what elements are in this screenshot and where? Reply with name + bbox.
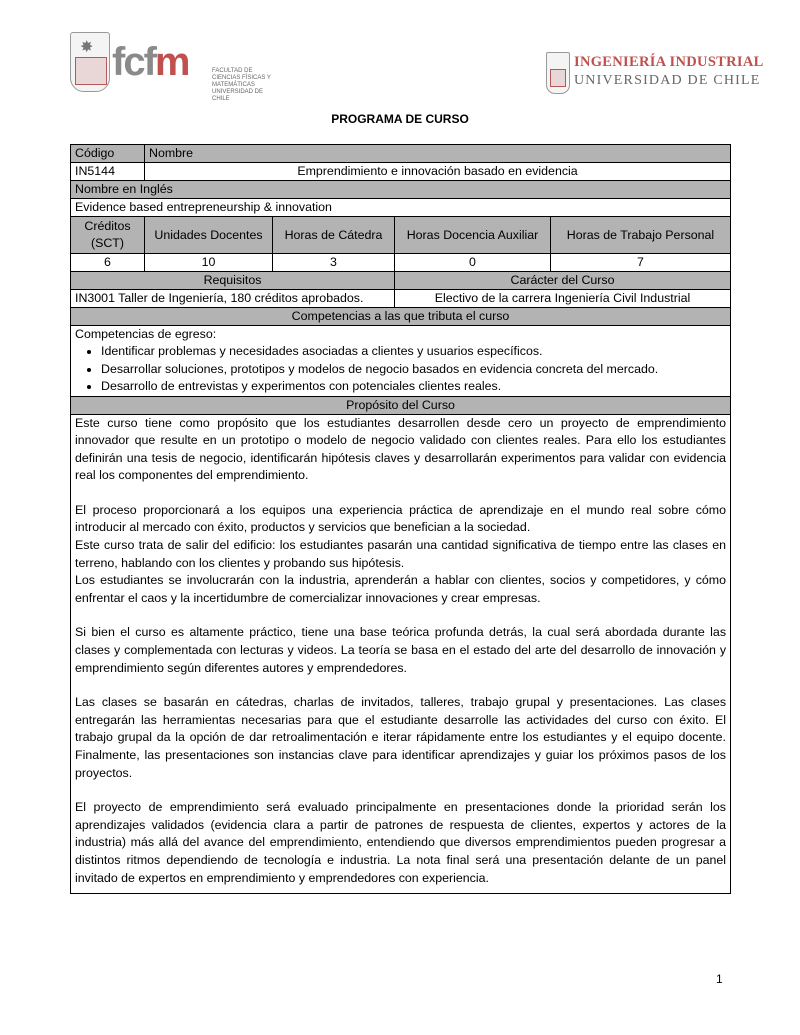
requisitos-value: IN3001 Taller de Ingeniería, 180 créditos aprobados. — [71, 290, 395, 308]
proposito-content — [71, 414, 731, 894]
fcfm-logo — [70, 32, 271, 102]
table-row — [71, 396, 731, 414]
ii-logo-title: INGENIERÍA INDUSTRIAL — [574, 54, 764, 70]
table-row — [71, 414, 731, 894]
paragraph: Las clases se basarán en cátedras, charlas de invitados, talleres, trabajo grupal y presentaciones. Las clases entregarán las herramientas necesarias para que el estudiante desarrolle las actividades del curso con éxito. El trabajo grupal da la opción de dar retroalimentación e iterar rápidamente entre los estudiantes y el equipo docente. Finalmente, las presentaciones son instancias clave para identificar aprendizajes y guiar los próximos pasos de los proyectos. — [75, 695, 727, 780]
ii-logo-subtitle: UNIVERSIDAD DE CHILE — [574, 73, 761, 88]
table-row — [71, 326, 731, 397]
hours-header: Créditos (SCT) — [71, 217, 145, 254]
table-row — [71, 290, 731, 308]
proposito-label: Propósito del Curso — [71, 396, 731, 414]
table-row — [71, 199, 731, 217]
table-row — [71, 145, 731, 163]
page-number: 1 — [716, 972, 723, 986]
paragraph: Los estudiantes se involucrarán con la industria, aprenderán a hablar con clientes, socios y competidores, y cómo enfrentar el caos y la incertidumbre de comercializar innovaciones y crear empresas. — [75, 573, 727, 605]
nombre-label: Nombre — [145, 145, 731, 163]
course-program-table — [70, 144, 731, 894]
hours-header: Horas de Trabajo Personal — [551, 217, 731, 254]
nombre-value: Emprendimiento e innovación basado en evidencia — [145, 163, 731, 181]
hours-header: Unidades Docentes — [145, 217, 273, 254]
list-item: • Desarrollo de entrevistas y experimentos con potenciales clientes reales. — [101, 378, 726, 396]
ingenieria-industrial-logo — [546, 52, 764, 96]
hours-value: 0 — [395, 254, 551, 272]
page-title: PROGRAMA DE CURSO — [331, 112, 469, 126]
competencias-intro: Competencias de egreso: — [75, 327, 217, 341]
table-row — [71, 217, 731, 254]
hours-value: 10 — [145, 254, 273, 272]
hours-header: Horas de Cátedra — [273, 217, 395, 254]
requisitos-label: Requisitos — [71, 272, 395, 290]
table-row — [71, 254, 731, 272]
fcfm-wordmark: fcfm — [112, 40, 189, 84]
table-row — [71, 308, 731, 326]
caracter-label: Carácter del Curso — [395, 272, 731, 290]
paragraph: El proceso proporcionará a los equipos una experiencia práctica de aprendizaje en el mundo real sobre cómo introducir al mercado con éxito, productos y servicios que benefician a la sociedad. — [75, 502, 727, 535]
paragraph: Si bien el curso es altamente práctico, tiene una base teórica profunda detrás, la cual será abordada durante las clases y complementada con lecturas y videos. La teoría se basa en el estado del arte del desarrollo de innovación y emprendimiento según diferentes autores y emprendedores. — [75, 625, 727, 675]
table-row — [71, 163, 731, 181]
paragraph: El proyecto de emprendimiento será evaluado principalmente en presentaciones donde la prioridad serán los aprendizajes validados (evidencia clara a partir de patrones de respuesta de clientes, expertos y actores de la industria) más allá del avance del emprendimiento, entendiendo que diversos emprendimientos pueden progresar a distintos ritmos dependiendo de tecnología e industria. La nota final será una presentación delante de un panel invitado de expertos en emprendimiento y emprendedores con experiencia. — [75, 800, 727, 885]
nombre-ingles-label: Nombre en Inglés — [71, 181, 731, 199]
codigo-value: IN5144 — [71, 163, 145, 181]
hours-value: 3 — [273, 254, 395, 272]
paragraph: Este curso trata de salir del edificio: los estudiantes pasarán una cantidad significativa de tiempo entre las clases en terreno, hablando con los clientes y probando sus hipótesis. — [75, 538, 727, 570]
competencias-content — [71, 326, 731, 397]
list-item: • Identificar problemas y necesidades asociadas a clientes y usuarios específicos. — [101, 343, 726, 361]
fcfm-subtitle: FACULTAD DE CIENCIAS FÍSICAS Y MATEMÁTICAS UNIVERSIDAD DE CHILE — [212, 68, 271, 102]
caracter-value: Electivo de la carrera Ingeniería Civil Industrial — [395, 290, 731, 308]
nombre-ingles-value: Evidence based entrepreneurship & innovation — [71, 199, 731, 217]
table-row — [71, 272, 731, 290]
hours-header: Horas Docencia Auxiliar — [395, 217, 551, 254]
list-item: • Desarrollar soluciones, prototipos y modelos de negocio basados en evidencia concreta del mercado. — [101, 361, 726, 379]
paragraph: Este curso tiene como propósito que los estudiantes desarrollen desde cero un proyecto de emprendimiento innovador que resulte en un prototipo o modelo de negocio validado con clientes reales. Para ello los estudiantes definirán una tesis de negocio, identificarán hipótesis claves y desarrollarán experimentos para validar con evidencia real los componentes del emprendimiento. — [75, 415, 727, 483]
university-seal-icon — [546, 52, 570, 94]
hours-value: 7 — [551, 254, 731, 272]
competencias-label: Competencias a las que tributa el curso — [71, 308, 731, 326]
hours-value: 6 — [71, 254, 145, 272]
table-row — [71, 181, 731, 199]
university-seal-icon: ✸ — [70, 32, 110, 92]
codigo-label: Código — [71, 145, 145, 163]
competencias-list — [75, 343, 726, 396]
